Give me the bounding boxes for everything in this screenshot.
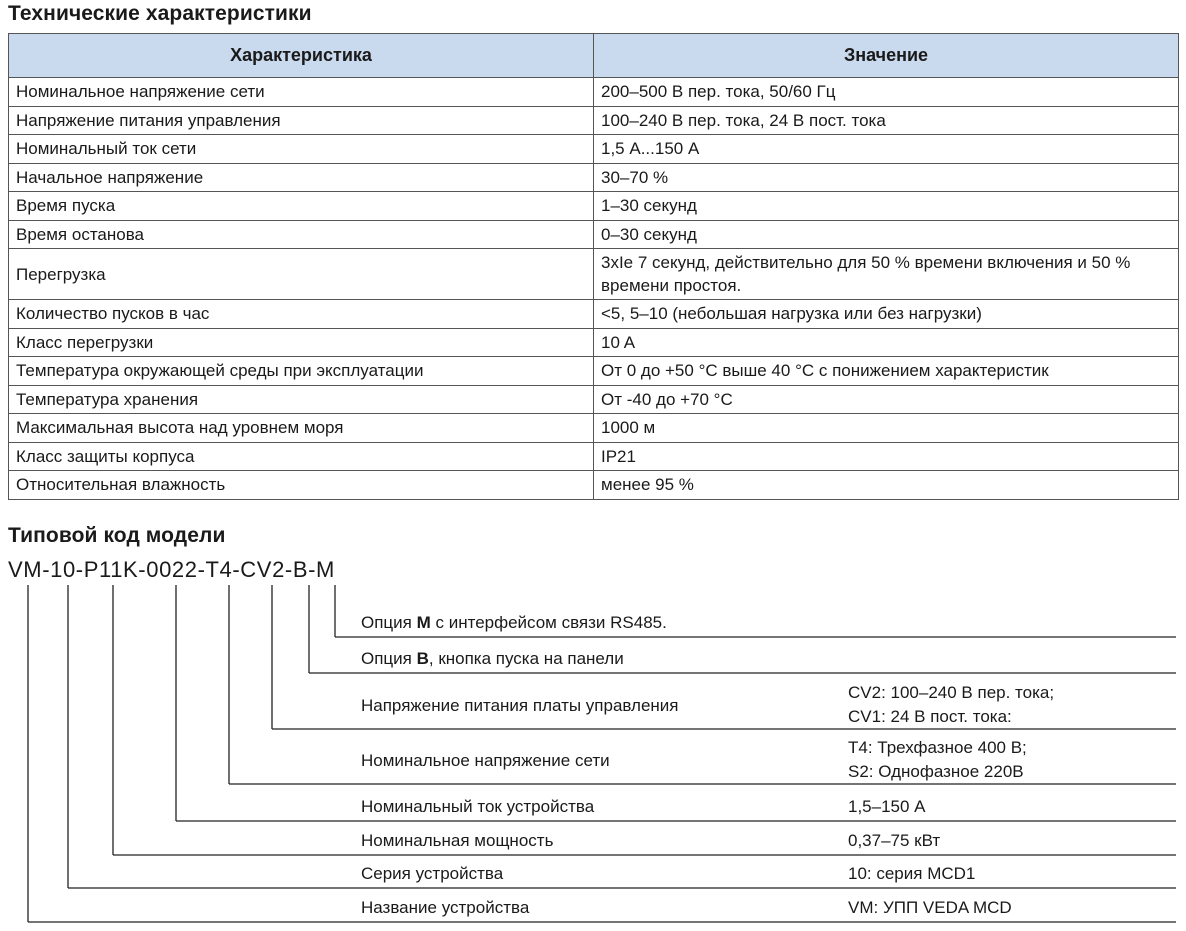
code-segment-label: Серия устройства: [361, 864, 504, 883]
spec-name: Напряжение питания управления: [9, 106, 594, 135]
code-segment-value: 10: серия MCD1: [848, 864, 976, 883]
code-segment-label: Номинальный ток устройства: [361, 797, 595, 816]
specs-header-row: [9, 34, 1179, 78]
table-row: [9, 385, 1179, 414]
spec-name: Класс защиты корпуса: [9, 442, 594, 471]
spec-value: [594, 249, 1179, 300]
specs-table: [8, 33, 1179, 500]
spec-value: От 0 до +50 °C выше 40 °C с понижением характеристик: [594, 357, 1179, 386]
table-row: [9, 357, 1179, 386]
code-segment-value: T4: Трехфазное 400 В;: [848, 738, 1027, 757]
code-segment-label: Опция B, кнопка пуска на панели: [361, 649, 624, 668]
table-row: [9, 78, 1179, 107]
spec-value: менее 95 %: [594, 471, 1179, 500]
spec-value: 30–70 %: [594, 163, 1179, 192]
table-row: [9, 442, 1179, 471]
table-row: [9, 414, 1179, 443]
code-segment-label: Название устройства: [361, 898, 530, 917]
spec-name: Класс перегрузки: [9, 328, 594, 357]
spec-name: Относительная влажность: [9, 471, 594, 500]
code-segment-label: Опция M с интерфейсом связи RS485.: [361, 613, 667, 632]
code-segment-value: VM: УПП VEDA MCD: [848, 898, 1012, 917]
spec-value: 1000 м: [594, 414, 1179, 443]
spec-name: Номинальное напряжение сети: [9, 78, 594, 107]
spec-name: Максимальная высота над уровнем моря: [9, 414, 594, 443]
spec-name: Температура окружающей среды при эксплуатации: [9, 357, 594, 386]
table-row: [9, 106, 1179, 135]
spec-value: 1,5 А...150 А: [594, 135, 1179, 164]
table-row: [9, 220, 1179, 249]
spec-value: 200–500 В пер. тока, 50/60 Гц: [594, 78, 1179, 107]
model-code-title: Типовой код модели: [8, 524, 226, 547]
table-row: [9, 249, 1179, 300]
spec-name: Температура хранения: [9, 385, 594, 414]
spec-value: IP21: [594, 442, 1179, 471]
spec-name: Количество пусков в час: [9, 300, 594, 329]
code-segment-label: Напряжение питания платы управления: [361, 696, 679, 715]
spec-value: <5, 5–10 (небольшая нагрузка или без нагрузки): [594, 300, 1179, 329]
code-segment-label: Номинальное напряжение сети: [361, 751, 610, 770]
code-segment-value: 0,37–75 кВт: [848, 831, 941, 850]
table-row: [9, 135, 1179, 164]
spec-value: 10 A: [594, 328, 1179, 357]
spec-name: Время останова: [9, 220, 594, 249]
spec-value: 1–30 секунд: [594, 192, 1179, 221]
header-value: Значение: [594, 34, 1179, 78]
spec-value-line: времени простоя.: [601, 276, 742, 295]
code-segment-value: CV2: 100–240 В пер. тока;: [848, 683, 1055, 702]
spec-name: Время пуска: [9, 192, 594, 221]
header-characteristic: Характеристика: [9, 34, 594, 78]
table-row: [9, 192, 1179, 221]
table-row: [9, 300, 1179, 329]
code-segment-value: CV1: 24 В пост. тока:: [848, 707, 1012, 726]
specs-title: Технические характеристики: [8, 2, 312, 25]
code-segment-value: S2: Однофазное 220В: [848, 762, 1024, 781]
code-segment-label: Номинальная мощность: [361, 831, 554, 850]
table-row: [9, 328, 1179, 357]
spec-value: 100–240 В пер. тока, 24 В пост. тока: [594, 106, 1179, 135]
table-row: [9, 163, 1179, 192]
spec-name: Перегрузка: [9, 249, 594, 300]
code-segment-value: 1,5–150 А: [848, 797, 926, 816]
spec-name: Начальное напряжение: [9, 163, 594, 192]
spec-name: Номинальный ток сети: [9, 135, 594, 164]
table-row: [9, 471, 1179, 500]
model-code-string: VM-10-P11K-0022-T4-CV2-B-M: [8, 557, 335, 582]
spec-value: 0–30 секунд: [594, 220, 1179, 249]
spec-value: От -40 до +70 °C: [594, 385, 1179, 414]
spec-value-line: 3xIe 7 секунд, действительно для 50 % времени включения и 50 %: [601, 253, 1131, 272]
